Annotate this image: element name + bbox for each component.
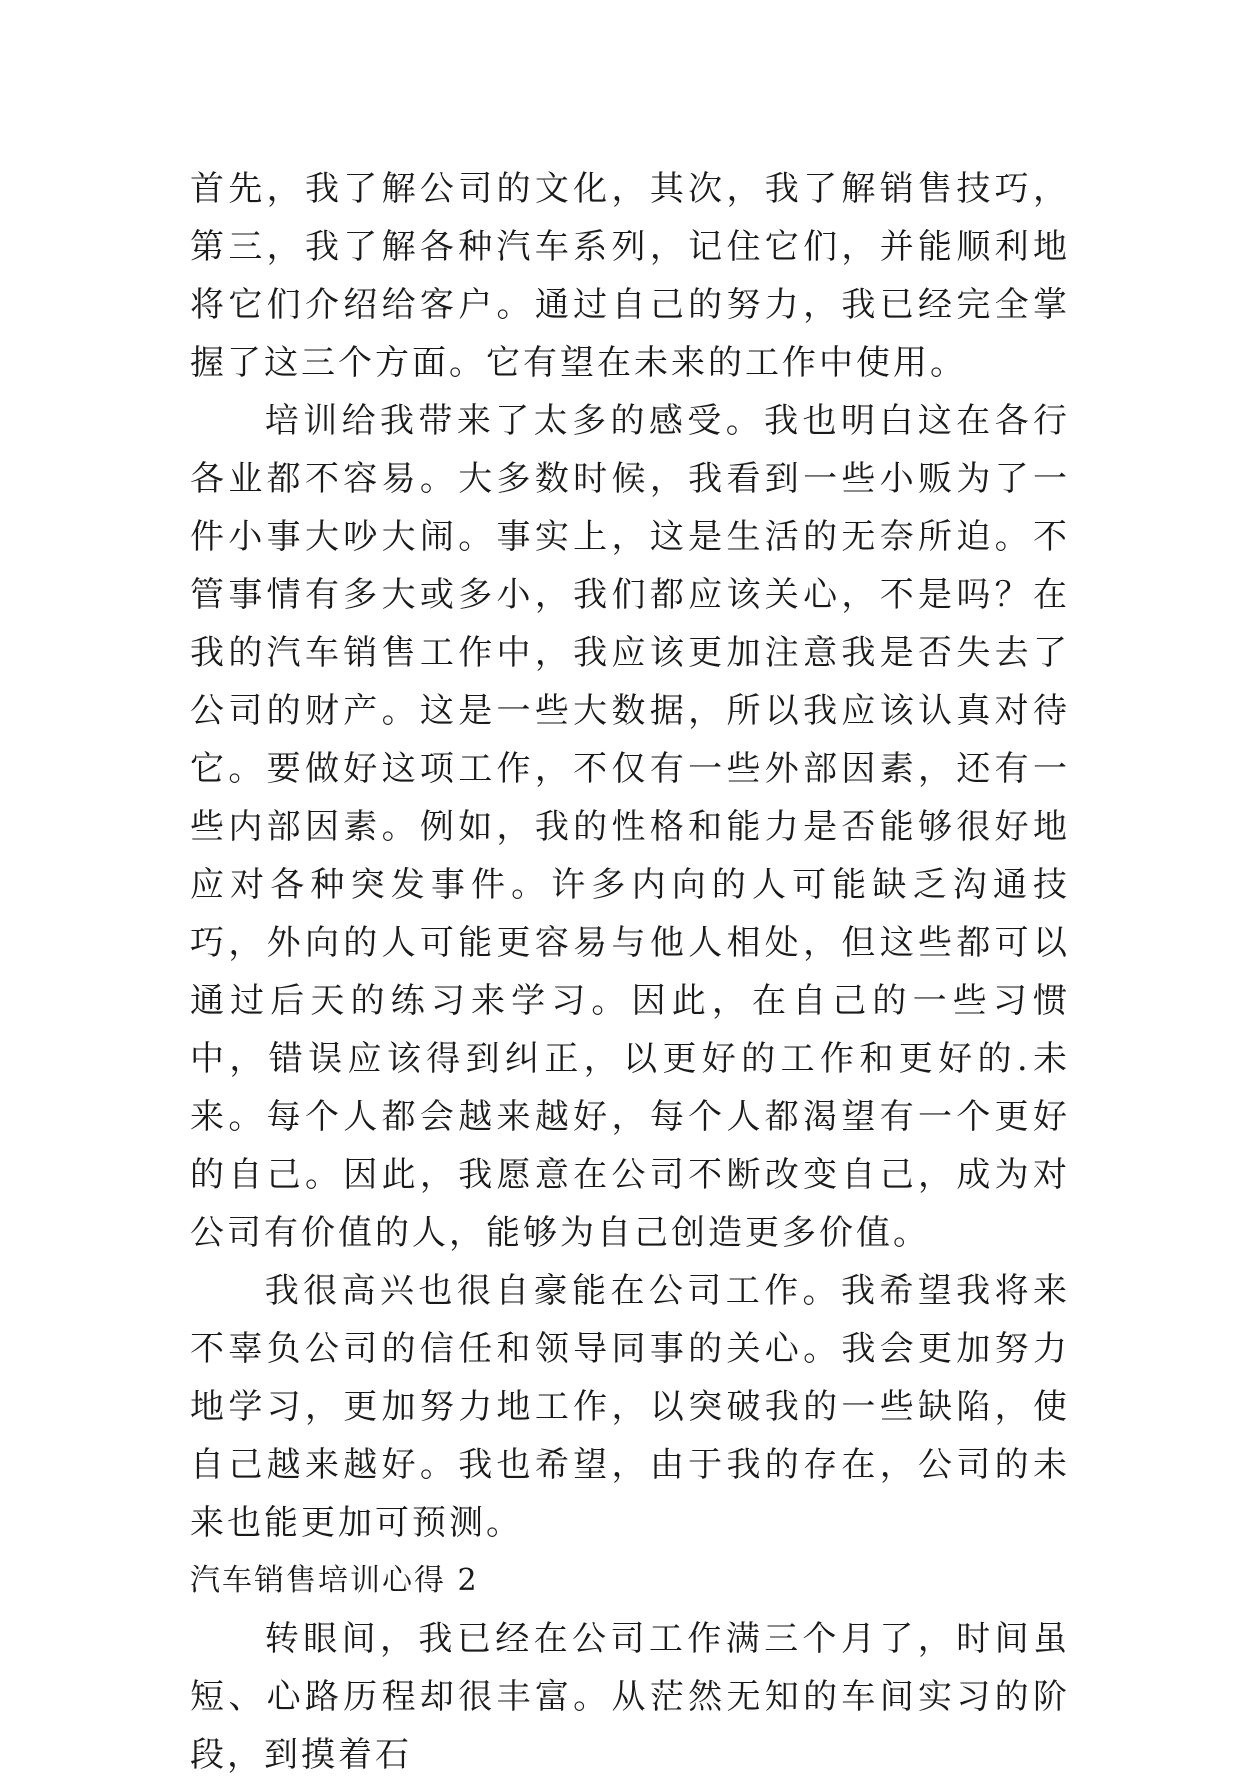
document-body <box>190 160 1070 1784</box>
paragraph-proud-to-work: 我很高兴也很自豪能在公司工作。我希望我将来不辜负公司的信任和领导同事的关心。我会更加努力地学习，更加努力地工作，以突破我的一些缺陷，使自己越来越好。我也希望，由于我的存在，公司的未来也能更加可预测。 <box>190 1271 1070 1543</box>
paragraph-culture-skills: 首先，我了解公司的文化，其次，我了解销售技巧，第三，我了解各种汽车系列，记住它们，并能顺利地将它们介绍给客户。通过自己的努力，我已经完全掌握了这三个方面。它有望在未来的工作中使用。 <box>190 169 1070 383</box>
paragraph-training-feelings: 培训给我带来了太多的感受。我也明白这在各行各业都不容易。大多数时候，我看到一些小贩为了一件小事大吵大闹。事实上，这是生活的无奈所迫。不管事情有多大或多小，我们都应该关心，不是吗？在我的汽车销售工作中，我应该更加注意我是否失去了公司的财产。这是一些大数据，所以我应该认真对待它。要做好这项工作，不仅有一些外部因素，还有一些内部因素。例如，我的性格和能力是否能够很好地应对各种突发事件。许多内向的人可能缺乏沟通技巧，外向的人可能更容易与他人相处，但这些都可以通过后天的练习来学习。因此，在自己的一些习惯中，错误应该得到纠正，以更好的工作和更好的.未来。每个人都会越来越好，每个人都渴望有一个更好的自己。因此，我愿意在公司不断改变自己，成为对公司有价值的人，能够为自己创造更多价值。 <box>190 401 1070 1253</box>
paragraph-three-months: 转眼间，我已经在公司工作满三个月了，时间虽短、心路历程却很丰富。从茫然无知的车间实习的阶段，到摸着石 <box>190 1619 1070 1775</box>
section-title: 汽车销售培训心得 2 <box>190 1563 479 1598</box>
